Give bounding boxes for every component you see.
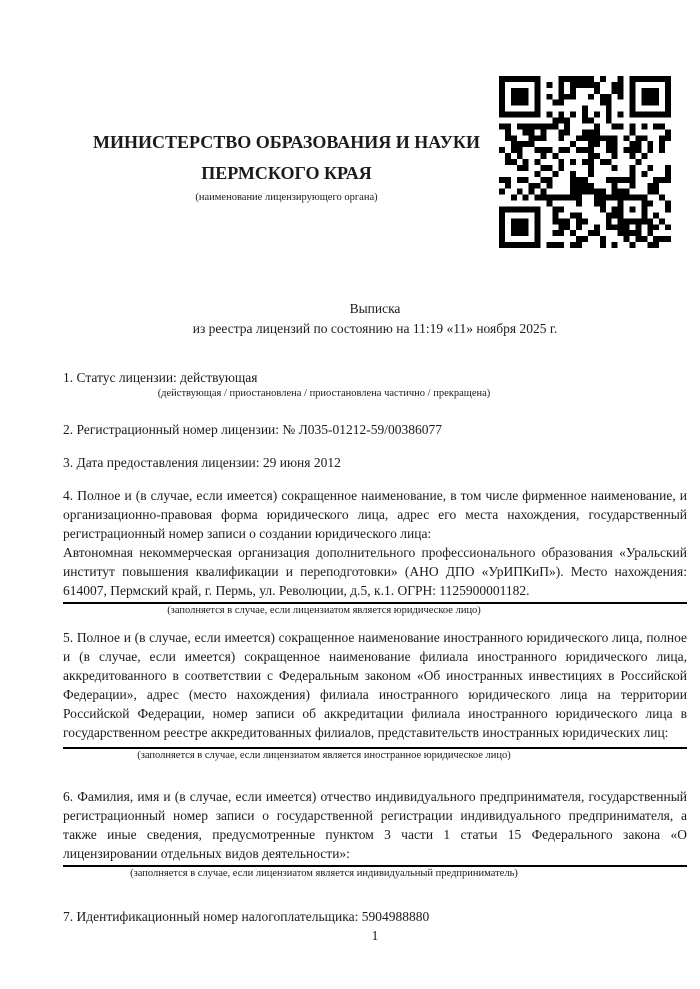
item-6-note: (заполняется в случае, если лицензиатом является индивидуальный предприниматель) <box>130 868 518 879</box>
issuing-authority-caption: (наименование лицензирующего органа) <box>195 192 378 203</box>
item-2-registration-number: 2. Регистрационный номер лицензии: № Л035-01212-59/00386077 <box>63 422 443 437</box>
item-4-legal-entity <box>63 486 687 618</box>
item-5-foreign-entity <box>63 628 687 763</box>
item-6-question: 6. Фамилия, имя и (в случае, если имеется) отчество индивидуального предпринимателя, государственный регистрационный номер записи о государственной регистрации индивидуального предпринимателя, а также иные сведения, предусмотренные пунктом 3 части 1 статьи 15 Федерального закона «О лицензировании отдельных видов деятельности»: <box>63 789 687 861</box>
item-1-license-status: 1. Статус лицензии: действующая <box>63 370 258 385</box>
item-5-question: 5. Полное и (в случае, если имеется) сокращенное наименование иностранного юридического лица, полное и (в случае, если имеется) сокращенное наименование филиала иностранного юридического лица, аккредитованного в соответствии с Федеральным законом «Об иностранных инвестициях в Российской Федерации», адрес (место нахождения) филиала иностранного юридического лица на территории Российской Федерации, номер записи об аккредитации филиала иностранного юридического лица в государственном реестре аккредитованных филиалов, представительств иностранных юридических лиц: <box>63 630 687 740</box>
qr-code-icon <box>499 76 671 248</box>
issuing-authority-block <box>63 127 510 205</box>
item-5-note: (заполняется в случае, если лицензиатом является иностранное юридическое лицо) <box>137 750 511 761</box>
item-4-question: 4. Полное и (в случае, если имеется) сокращенное наименование, в том числе фирменное наименование, и организационно-правовая форма юридического лица, адрес его места нахождения, государственный регистрационный номер записи о создании юридического лица: <box>63 488 687 541</box>
item-4-note: (заполняется в случае, если лицензиатом является юридическое лицо) <box>167 605 481 616</box>
document-title-line1: Выписка <box>349 301 401 316</box>
item-1-note: (действующая / приостановлена / приостановлена частично / прекращена) <box>157 388 491 399</box>
item-6-individual-entrepreneur <box>63 787 687 881</box>
document-title <box>63 299 687 339</box>
item-3-grant-date: 3. Дата предоставления лицензии: 29 июня 2012 <box>63 455 341 470</box>
document-title-line2: из реестра лицензий по состоянию на 11:19 «11» ноября 2025 г. <box>192 321 558 336</box>
issuing-authority-name: МИНИСТЕРСТВО ОБРАЗОВАНИЯ И НАУКИ ПЕРМСКОГО КРАЯ <box>93 132 480 183</box>
item-4-value: Автономная некоммерческая организация дополнительного профессионального образования «Уральский институт повышения квалификации и переподготовки» (АНО ДПО «УрИПКиП»). Место нахождения: 614007, Пермский край, г. Пермь, ул. Революции, д.5, к.1. ОГРН: 1125900001182. <box>63 545 687 598</box>
item-7-taxpayer-number: 7. Идентификационный номер налогоплательщика: 5904988880 <box>63 909 430 924</box>
page-number: 1 <box>371 928 379 943</box>
